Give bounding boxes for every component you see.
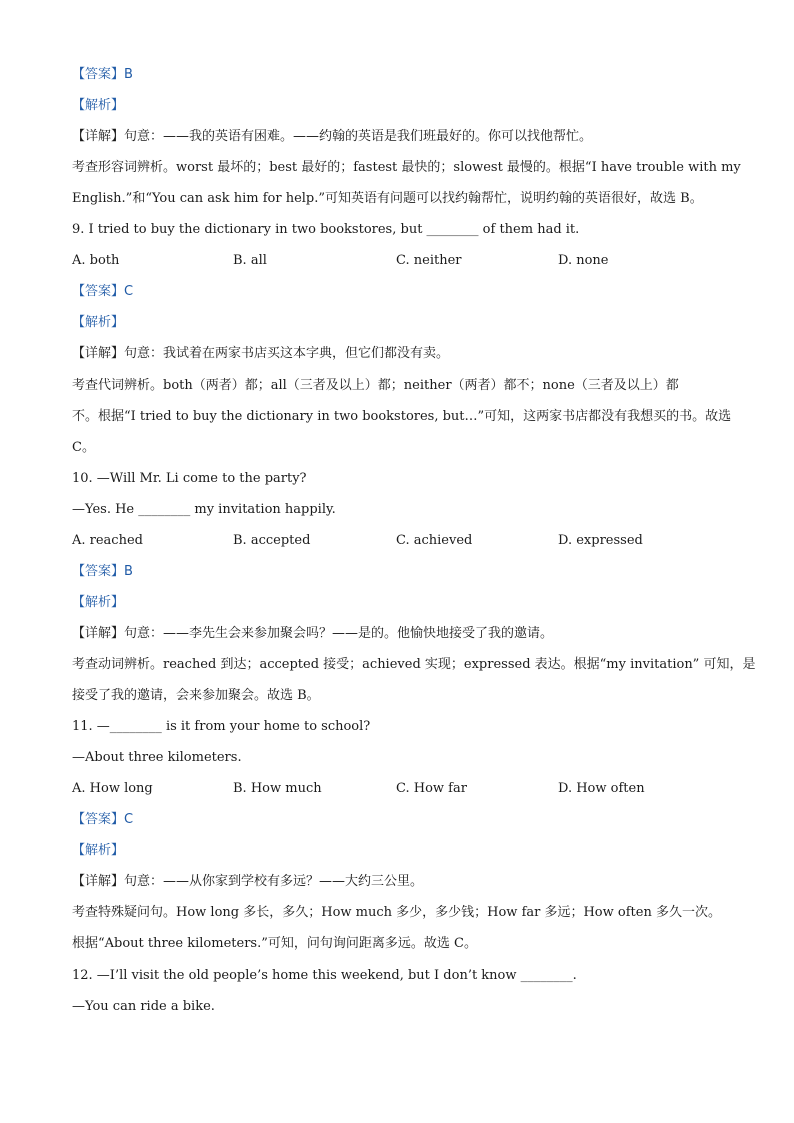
option-d: D. none xyxy=(558,253,609,269)
question-line: —Yes. He ________ my invitation happily. xyxy=(72,501,336,517)
answer-label: 【答案】B xyxy=(72,67,133,82)
question-line: 9. I tried to buy the dictionary in two bookstores, but ________ of them had it. xyxy=(72,222,580,238)
option-c: C. How far xyxy=(396,781,467,797)
option-c: C. neither xyxy=(396,253,462,269)
option-b: B. How much xyxy=(233,781,322,797)
answer-label: 【答案】C xyxy=(72,812,134,828)
explanation-line: 考查代词辨析。both（两者）都；all（三者及以上）都；neither（两者）都不；none（三者及以上）都 xyxy=(72,377,679,393)
explanation-line: 考查动词辨析。reached 到达；accepted 接受；achieved 实现；expressed 表达。根据“my invitation” 可知，是 xyxy=(72,657,756,672)
question-line: —About three kilometers. xyxy=(72,750,242,766)
explanation-line: 不。根据“I tried to buy the dictionary in two bookstores, but…”可知，这两家书店都没有我想买的书。故选 xyxy=(72,408,732,424)
option-b: B. accepted xyxy=(233,532,311,548)
explanation-line: 【详解】句意：——李先生会来参加聚会吗？——是的。他愉快地接受了我的邀请。 xyxy=(72,625,554,641)
question-line: 12. —I’ll visit the old people’s home this weekend, but I don’t know ________. xyxy=(72,967,577,983)
explanation-line: 考查特殊疑问句。How long 多长，多久；How much 多少，多少钱；How far 多远；How often 多久一次。 xyxy=(72,905,721,921)
option-a: A. How long xyxy=(72,781,153,797)
option-a: A. both xyxy=(72,253,120,269)
analysis-label: 【解析】 xyxy=(72,843,125,859)
option-c: C. achieved xyxy=(396,532,473,548)
answer-label: 【答案】B xyxy=(72,563,133,579)
explanation-line: 考查形容词辨析。worst 最坏的；best 最好的；fastest 最快的；slowest 最慢的。根据“I have trouble with my xyxy=(72,160,741,176)
explanation-line: 【详解】句意：——从你家到学校有多远？——大约三公里。 xyxy=(72,874,424,890)
explanation-line: 接受了我的邀请，会来参加聚会。故选 B。 xyxy=(72,688,320,703)
explanation-line: 根据“About three kilometers.”可知，问句询问距离多远。故选 C。 xyxy=(72,936,477,952)
option-d: D. expressed xyxy=(558,532,643,548)
answer-label: 【答案】C xyxy=(72,284,134,300)
question-line: —You can ride a bike. xyxy=(72,998,215,1014)
explanation-line: C。 xyxy=(72,439,95,455)
question-line: 10. —Will Mr. Li come to the party? xyxy=(72,470,307,486)
option-d: D. How often xyxy=(558,781,645,797)
analysis-label: 【解析】 xyxy=(72,315,125,331)
analysis-label: 【解析】 xyxy=(72,98,125,113)
option-a: A. reached xyxy=(72,532,143,548)
explanation-line: English.”和“You can ask him for help.”可知英语有问题可以找约翰帮忙，说明约翰的英语很好，故选 B。 xyxy=(72,191,703,207)
question-line: 11. —________ is it from your home to school? xyxy=(72,719,371,735)
option-b: B. all xyxy=(233,253,267,269)
explanation-line: 【详解】句意：——我的英语有困难。——约翰的英语是我们班最好的。你可以找他帮忙。 xyxy=(72,129,593,145)
explanation-line: 【详解】句意：我试着在两家书店买这本字典，但它们都没有卖。 xyxy=(72,346,450,362)
analysis-label: 【解析】 xyxy=(72,594,125,610)
